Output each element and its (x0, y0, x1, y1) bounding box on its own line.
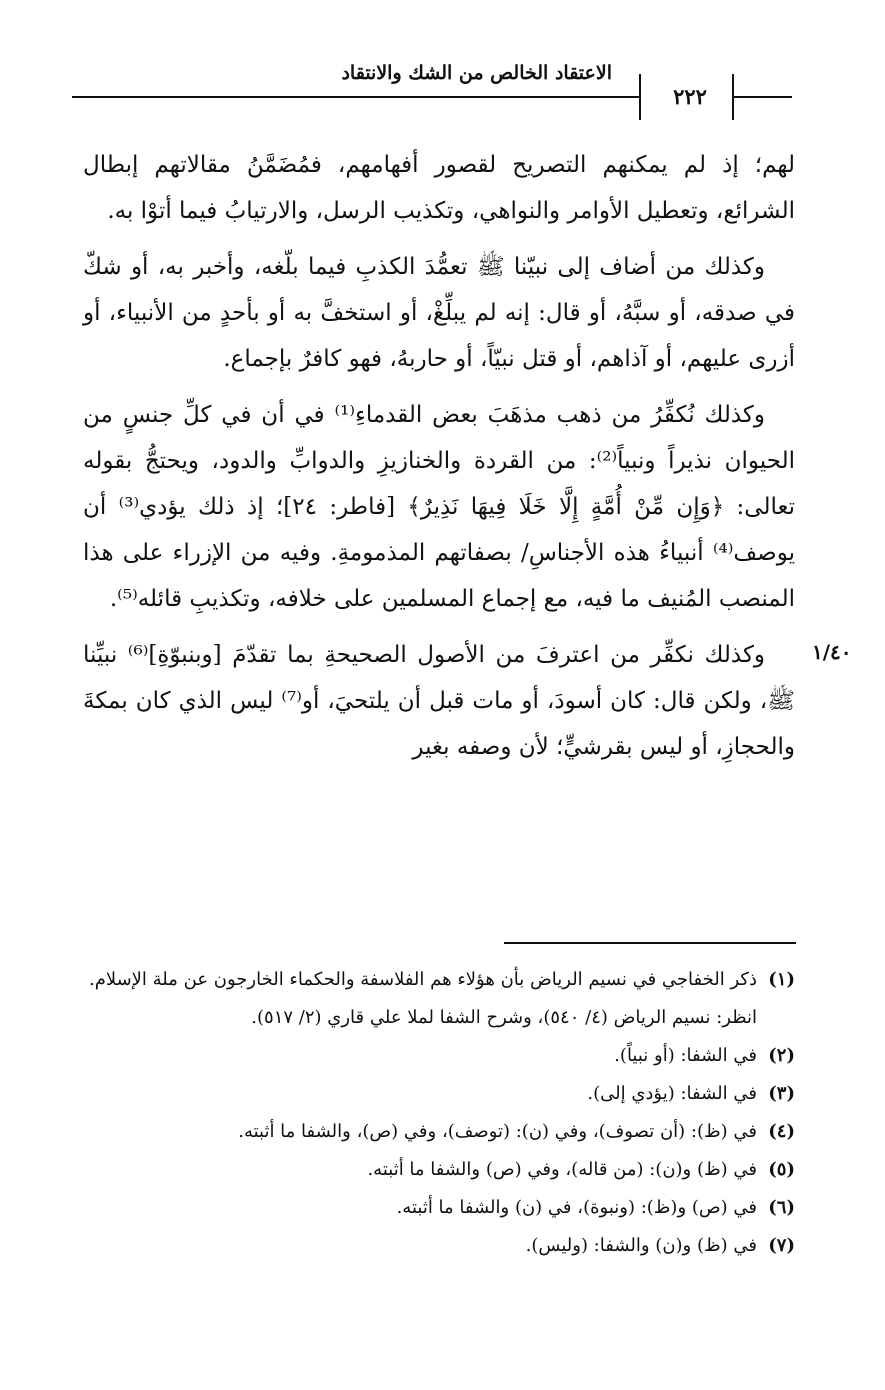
footnote-item (83, 965, 795, 995)
margin-note: ١/٤٠ (812, 640, 852, 664)
footnote-number: (٢) (768, 1045, 795, 1066)
paragraph: وكذلك نكفِّر من اعترفَ من الأصول الصحيحةِ بما تقدّمَ [وبنبوّةِ]⁽⁶⁾ نبيِّنا ﷺ، ولكن قال: كان أسودَ، أو مات قبل أن يلتحيَ، أو⁽⁷⁾ ليس الذي كان بمكةَ والحجازِ، أو ليس بقرشيٍّ؛ لأن وصفه بغير (83, 642, 795, 760)
footnote-number: (٤) (768, 1121, 795, 1142)
page-number: ٢٢٢ (673, 84, 707, 109)
footnote-text: في الشفا: (أو نبياً). (614, 1045, 757, 1066)
footnote-text: في (ص) و(ظ): (ونبوة)، في (ن) والشفا ما أثبته. (396, 1197, 757, 1218)
footnote-text: في (ظ) و(ن) والشفا: (وليس). (525, 1235, 757, 1256)
footnote-separator (504, 942, 796, 944)
footnote-number: (٥) (768, 1159, 795, 1180)
footnote-item (83, 1003, 795, 1033)
footnote-number (757, 1003, 795, 1033)
footnote-text: في الشفا: (يؤدي إلى). (587, 1083, 757, 1104)
main-text (83, 142, 795, 780)
footnote-text: ذكر الخفاجي في نسيم الرياض بأن هؤلاء هم الفلاسفة والحكماء الخارجون عن ملة الإسلام. (88, 969, 757, 990)
footnote-item (83, 1193, 795, 1223)
footnote-item (83, 1117, 795, 1147)
paragraph: وكذلك نُكفِّرُ من ذهب مذهَبَ بعض القدماءِ⁽¹⁾ في أن في كلِّ جنسٍ من الحيوان نذيراً ونبياً⁽²⁾: من القردة والخنازيزِ والدوابِّ والدود، ويحتجُّ بقوله تعالى: ﴿وَإِن مِّنْ أُمَّةٍ إِلَّا خَلَا فِيهَا نَذِيرٌ﴾ [فاطر: ٢٤]؛ إذ ذلك يؤدي⁽³⁾ أن يوصف⁽⁴⁾ أنبياءُ هذه الأجناسِ/ بصفاتهم المذمومةِ. وفيه من الإزراء على هذا المنصب المُنيف ما فيه، مع إجماع المسلمين على خلافه، وتكذيبِ قائله⁽⁵⁾. (83, 402, 795, 612)
footnote-item (83, 1041, 795, 1071)
running-title: الاعتقاد الخالص من الشك والانتقاد (341, 62, 612, 84)
footnote-item (83, 1231, 795, 1261)
footnote-number: (٣) (768, 1083, 795, 1104)
page-header (72, 54, 792, 124)
footnote-number: (١) (768, 969, 795, 990)
footnote-number: (٦) (768, 1197, 795, 1218)
paragraph: وكذلك من أضاف إلى نبيّنا ﷺ تعمُّدَ الكذبِ فيما بلّغه، وأخبر به، أو شكّ في صدقه، أو سبَّهُ، أو قال: إنه لم يبلِّغْ، أو استخفَّ به أو بأحدٍ من الأنبياء، أو أزرى عليهم، أو آذاهم، أو قتل نبيّاً، أو حاربهُ، فهو كافرٌ بإجماع. (83, 254, 795, 372)
footnote-text: في (ظ): (أن تصوف)، وفي (ن): (توصف)، وفي (ص)، والشفا ما أثبته. (238, 1121, 757, 1142)
footnotes (83, 965, 795, 1269)
footnote-item (83, 1155, 795, 1185)
paragraph: لهم؛ إذ لم يمكنهم التصريح لقصور أفهامهم، فمُضَمَّنُ مقالاتهم إبطال الشرائع، وتعطيل الأوامر والنواهي، وتكذيب الرسل، والارتيابُ فيما أتوْا به. (83, 152, 795, 224)
footnote-number: (٧) (768, 1235, 795, 1256)
footnote-text: انظر: نسيم الرياض (٤/ ٥٤٠)، وشرح الشفا لملا علي قاري (٢/ ٥١٧). (251, 1007, 757, 1028)
footnote-item (83, 1079, 795, 1109)
footnote-text: في (ظ) و(ن): (من قاله)، وفي (ص) والشفا ما أثبته. (367, 1159, 757, 1180)
header-rule-short (734, 96, 792, 98)
header-rule (72, 96, 639, 98)
header-divider-left (639, 74, 641, 120)
